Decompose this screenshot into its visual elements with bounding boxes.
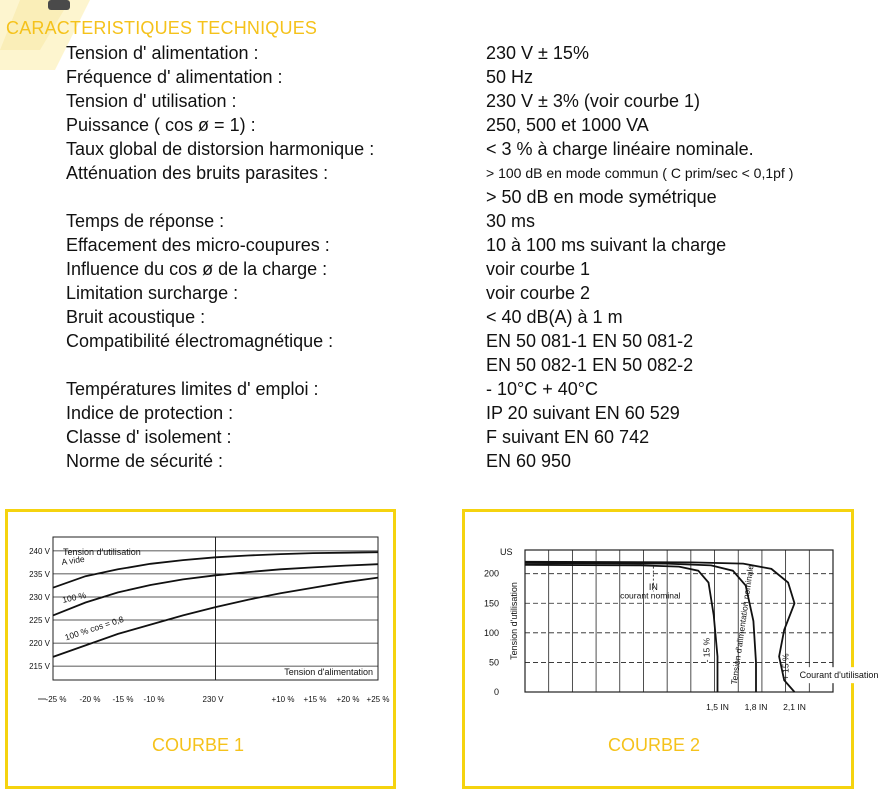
spec-value: < 40 dB(A) à 1 m [486,307,623,327]
spec-label: Taux global de distorsion harmonique : [66,139,375,159]
spec-label: Températures limites d' emploi : [66,379,319,399]
chart2-annotation-in: IN [648,582,658,593]
chart1-x-tick: -15 % [112,695,134,704]
chart2-y-tick: 200 [483,568,499,579]
spec-value: 50 Hz [486,67,534,87]
chart1-x-tick: -25 % [45,695,67,704]
spec-label: Compatibilité électromagnétique : [66,331,334,351]
spec-label: Tension d' utilisation : [66,91,237,111]
chart1-y-tick: 240 V [29,546,50,556]
spec-label: Effacement des micro-coupures : [66,235,330,255]
chart2-y-tick: 0 [493,687,499,697]
chart1-series-label: 100 % cos = 0,8 [63,613,125,643]
spec-value-continued: EN 50 082-1 EN 50 082-2 [486,355,694,375]
chart1-svg [8,512,393,737]
spec-value: - 10°C + 40°C [486,379,598,399]
chart2-x-tick: 2,1 IN [783,702,806,712]
chart-courbe-1 [5,509,396,789]
spec-label: Norme de sécurité : [66,451,224,471]
section-title: CARACTERISTIQUES TECHNIQUES [6,18,318,38]
chart1-x-tick: -10 % [143,695,165,704]
spec-label: Influence du cos ø de la charge : [66,259,328,279]
spec-value: 230 V ± 15% [486,43,589,63]
spec-value-continued: > 50 dB en mode symétrique [486,187,717,207]
spec-label: Limitation surcharge : [66,283,239,303]
chart1-y-tick: 230 V [29,592,50,602]
chart2-series-line [525,563,756,692]
chart2-annotation-minus15: - 15 % [701,637,712,663]
spec-value: EN 50 081-1 EN 50 081-2 [486,331,694,351]
chart2-x-tick: 1,5 IN [706,702,729,712]
chart1-title: Tension d'utilisation [63,547,141,557]
chart2-xlabel: Courant d'utilisation [799,670,879,681]
chart1-y-tick: 235 V [29,569,50,579]
chart1-y-tick: 220 V [29,639,50,649]
chart1-caption: COURBE 1 [152,735,245,755]
spec-value: 10 à 100 ms suivant la charge [486,235,727,255]
spec-value: F suivant EN 60 742 [486,427,650,447]
spec-label: Fréquence d' alimentation : [66,67,283,87]
chart1-y-tick: 225 V [29,616,50,626]
chart1-x-tick: 230 V [202,695,224,704]
spec-value: IP 20 suivant EN 60 529 [486,403,680,423]
spec-value: EN 60 950 [486,451,572,471]
chart2-caption: COURBE 2 [608,735,701,755]
chart1-series-label: A vide [60,553,86,567]
chart1-series-label: 100 % [61,590,87,605]
spec-value: > 100 dB en mode commun ( C prim/sec < 0,1pf ) [486,165,794,181]
chart2-svg [465,512,879,737]
chart2-annotation-plus15: + 15 % [780,653,791,681]
chart2-y-tick: 100 [483,627,499,638]
spec-value: voir courbe 2 [486,283,591,303]
spec-label: Bruit acoustique : [66,307,206,327]
spec-label: Indice de protection : [66,403,234,423]
chart1-xlabel: Tension d'alimentation [284,667,373,677]
chart-courbe-2 [462,509,879,789]
chart2-annotation-tension: Tension d'alimentation nominale [728,564,756,686]
chart1-x-tick: +20 % [336,695,360,704]
chart1-x-tick: +10 % [271,695,295,704]
chart2-y-tick: 150 [483,598,499,609]
chart2-annotation-courant-nominal: courant nominal [620,590,681,601]
spec-label: Atténuation des bruits parasites : [66,163,329,183]
spec-label: Tension d' alimentation : [66,43,259,63]
spec-label: Puissance ( cos ø = 1) : [66,115,256,135]
chart2-ylabel: Tension d'utilisation [509,582,519,660]
chart1-x-tick: +25 % [366,695,390,704]
chart1-x-tick: -20 % [79,695,101,704]
spec-value: 250, 500 et 1000 VA [486,115,649,135]
chart2-x-tick: 1,8 IN [744,702,768,712]
chart2-y-unit: US [500,547,513,557]
chart1-y-tick: 215 V [29,662,50,672]
spec-value: < 3 % à charge linéaire nominale. [486,139,754,159]
spec-value: 230 V ± 3% (voir courbe 1) [486,91,700,111]
spec-value: voir courbe 1 [486,259,591,279]
spec-label: Classe d' isolement : [66,427,232,447]
chart2-series-line [525,565,718,692]
spec-label: Temps de réponse : [66,211,225,231]
spec-value: 30 ms [486,211,536,231]
chart1-x-tick: +15 % [303,695,327,704]
chart2-y-tick: 50 [488,657,499,668]
